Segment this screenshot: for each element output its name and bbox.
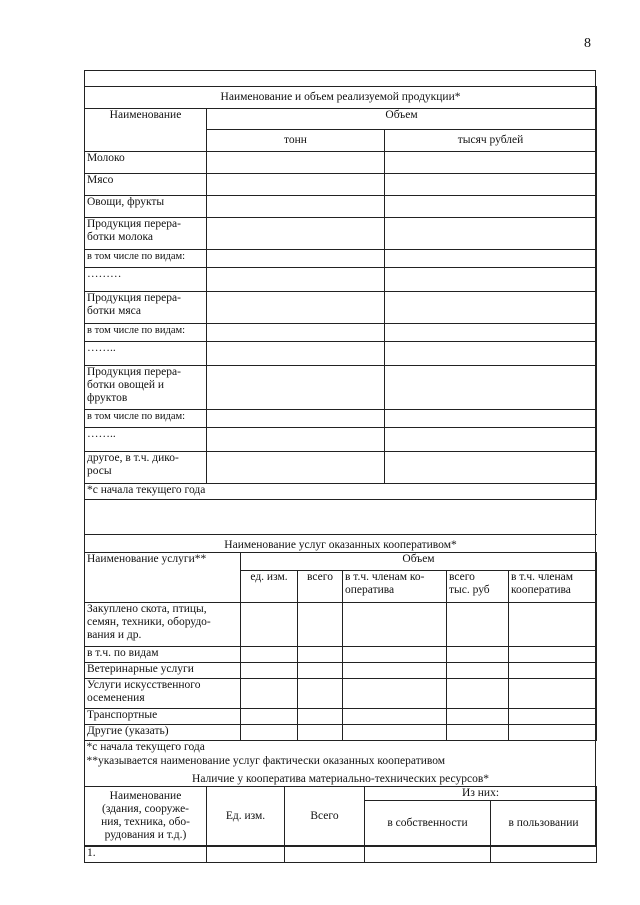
products-cell-tons[interactable] [207, 218, 385, 250]
resources-col-name: Наименование (здания, сооруже- ния, техника, обо- рудования и т.д.) [85, 786, 207, 846]
products-cell-tons[interactable] [207, 324, 385, 342]
products-row-label: Овощи, фрукты [85, 196, 207, 218]
services-row [85, 725, 597, 741]
products-cell-rub[interactable] [385, 342, 597, 366]
products-cell-rub[interactable] [385, 324, 597, 342]
products-row [85, 152, 597, 174]
products-row-label: ……… [85, 268, 207, 292]
resources-cell[interactable] [365, 846, 491, 862]
services-cell[interactable] [509, 679, 597, 709]
services-row [85, 603, 597, 647]
services-cell[interactable] [509, 647, 597, 663]
services-cell[interactable] [298, 647, 343, 663]
services-cell[interactable] [241, 663, 298, 679]
services-cell[interactable] [343, 679, 447, 709]
products-cell-rub[interactable] [385, 452, 597, 484]
services-title: Наименование услуг оказанных кооперативом* [85, 535, 597, 553]
products-footnote: *с начала текущего года [85, 484, 597, 500]
products-row-label: в том числе по видам: [85, 410, 207, 428]
services-col-unit: ед. изм. [241, 571, 298, 603]
products-cell-tons[interactable] [207, 428, 385, 452]
services-row [85, 663, 597, 679]
resources-col-owned: в собственности [365, 800, 491, 846]
products-title: Наименование и объем реализуемой продукции* [85, 87, 597, 109]
products-cell-rub[interactable] [385, 218, 597, 250]
services-cell[interactable] [298, 679, 343, 709]
services-cell[interactable] [509, 603, 597, 647]
products-cell-tons[interactable] [207, 452, 385, 484]
resources-cell[interactable] [285, 846, 365, 862]
services-cell[interactable] [343, 725, 447, 741]
resources-first-row: 1. [85, 846, 207, 862]
products-row [85, 366, 597, 410]
resources-col-used: в пользовании [491, 800, 597, 846]
products-row [85, 292, 597, 324]
services-row [85, 709, 597, 725]
products-row [85, 196, 597, 218]
products-row-label: в том числе по видам: [85, 324, 207, 342]
services-cell[interactable] [241, 679, 298, 709]
services-cell[interactable] [241, 603, 298, 647]
services-row-label: Транспортные [85, 709, 241, 725]
services-cell[interactable] [298, 603, 343, 647]
services-row-label: Ветеринарные услуги [85, 663, 241, 679]
products-cell-tons[interactable] [207, 292, 385, 324]
services-cell[interactable] [298, 725, 343, 741]
products-cell-tons[interactable] [207, 366, 385, 410]
services-col-total-rub: всего тыс. руб [447, 571, 509, 603]
services-cell[interactable] [509, 725, 597, 741]
products-cell-tons[interactable] [207, 152, 385, 174]
products-cell-rub[interactable] [385, 152, 597, 174]
products-col-volume: Объем [207, 109, 597, 130]
products-cell-rub[interactable] [385, 366, 597, 410]
services-cell[interactable] [298, 663, 343, 679]
resources-col-of-them: Из них: [365, 786, 597, 800]
resources-col-unit: Ед. изм. [207, 786, 285, 846]
services-cell[interactable] [343, 603, 447, 647]
services-row-label: в т.ч. по видам [85, 647, 241, 663]
services-row [85, 647, 597, 663]
products-row [85, 218, 597, 250]
services-cell[interactable] [343, 709, 447, 725]
resources-title: Наличие у кооператива материально-технических ресурсов* [192, 772, 490, 785]
products-row-label: …….. [85, 428, 207, 452]
services-row-label: Услуги искусственного осеменения [85, 679, 241, 709]
services-cell[interactable] [447, 725, 509, 741]
products-cell-rub[interactable] [385, 292, 597, 324]
services-cell[interactable] [241, 725, 298, 741]
services-cell[interactable] [343, 647, 447, 663]
products-cell-tons[interactable] [207, 196, 385, 218]
products-cell-tons[interactable] [207, 174, 385, 196]
products-row [85, 324, 597, 342]
services-row [85, 679, 597, 709]
products-cell-tons[interactable] [207, 268, 385, 292]
products-row-label: Продукция перера- ботки молока [85, 218, 207, 250]
resources-cell[interactable] [491, 846, 597, 862]
services-cell[interactable] [447, 603, 509, 647]
products-row-label: Продукция перера- ботки мяса [85, 292, 207, 324]
products-cell-tons[interactable] [207, 250, 385, 268]
services-cell[interactable] [241, 709, 298, 725]
resources-col-total: Всего [285, 786, 365, 846]
products-row [85, 268, 597, 292]
services-col-name: Наименование услуги** [85, 553, 241, 603]
products-row [85, 410, 597, 428]
services-cell[interactable] [509, 663, 597, 679]
services-footnote2: **указывается наименование услуг фактически оказанных кооперативом [86, 754, 446, 767]
services-cell[interactable] [447, 709, 509, 725]
products-table [84, 86, 597, 500]
products-cell-rub[interactable] [385, 250, 597, 268]
products-row [85, 250, 597, 268]
services-cell[interactable] [241, 647, 298, 663]
products-row [85, 452, 597, 484]
services-table [84, 534, 597, 769]
services-col-members: в т.ч. членам ко- оператива [343, 571, 447, 603]
services-row-label: Другие (указать) [85, 725, 241, 741]
products-col-rub: тысяч рублей [385, 130, 597, 152]
products-cell-rub[interactable] [385, 410, 597, 428]
page-number: 8 [584, 36, 591, 51]
products-row [85, 428, 597, 452]
products-cell-tons[interactable] [207, 342, 385, 366]
products-col-tons: тонн [207, 130, 385, 152]
resources-table [84, 769, 597, 863]
services-cell[interactable] [509, 709, 597, 725]
products-row-label: Молоко [85, 152, 207, 174]
products-row-label: …….. [85, 342, 207, 366]
products-cell-rub[interactable] [385, 268, 597, 292]
products-row-label: Мясо [85, 174, 207, 196]
products-cell-rub[interactable] [385, 428, 597, 452]
resources-cell[interactable] [207, 846, 285, 862]
services-cell[interactable] [298, 709, 343, 725]
products-col-name: Наименование [85, 109, 207, 152]
products-row-label: другое, в т.ч. дико- росы [85, 452, 207, 484]
products-cell-rub[interactable] [385, 174, 597, 196]
products-row-label: в том числе по видам: [85, 250, 207, 268]
products-row [85, 342, 597, 366]
products-row-label: Продукция перера- ботки овощей и фруктов [85, 366, 207, 410]
services-cell[interactable] [343, 663, 447, 679]
products-cell-tons[interactable] [207, 410, 385, 428]
services-cell[interactable] [447, 679, 509, 709]
products-cell-rub[interactable] [385, 196, 597, 218]
services-col-total: всего [298, 571, 343, 603]
services-col-volume: Объем [241, 553, 597, 571]
services-cell[interactable] [447, 663, 509, 679]
services-cell[interactable] [447, 647, 509, 663]
services-footnote1: *с начала текущего года [86, 741, 205, 753]
services-col-members-rub: в т.ч. членам кооператива [509, 571, 597, 603]
services-row-label: Закуплено скота, птицы, семян, техники, оборудо- вания и др. [85, 603, 241, 647]
products-row [85, 174, 597, 196]
